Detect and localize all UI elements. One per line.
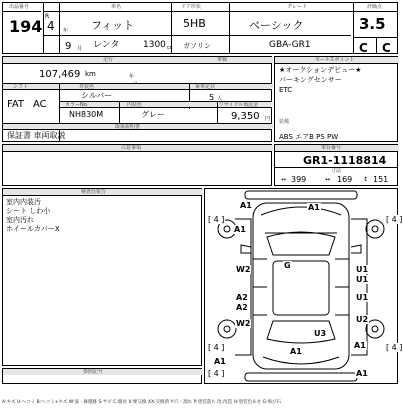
grade: ベーシック	[249, 19, 304, 32]
lot-number-label: 出品番号	[9, 4, 30, 10]
recycle-unit: 円	[265, 116, 271, 122]
color-number: NH830M	[69, 110, 104, 119]
notes-section	[2, 144, 272, 186]
damage-mark: A1	[308, 203, 320, 212]
overall-score: 3.5	[359, 15, 386, 33]
displacement: 1300	[143, 40, 166, 50]
size-label: 寸法	[331, 168, 342, 174]
capacity-unit: 人	[217, 96, 223, 102]
docs-label: 取扱説明書	[115, 124, 141, 130]
air-conditioning: AC	[33, 99, 47, 110]
wheel-bracket-mark: [ 4 ]	[386, 343, 403, 352]
legend-codes: A:キズ U:ヘコミ B:ヘコミ+キズ W:波・修理跡 S:サビ C:腐食 X:要交換 XX:交換済 Y:穴・割れ P:塗装落ち 改:改造 H:塗装色あせ G:飛び石	[2, 400, 282, 405]
interior-color: グレー	[141, 110, 165, 119]
lot-number: 194	[9, 17, 43, 36]
exterior-color: シルバー	[81, 91, 113, 100]
chassis-label: 車台番号	[321, 145, 342, 151]
inspector-report-label: 検査員報告	[81, 189, 107, 195]
legend-text	[2, 388, 398, 405]
grade-label: グレード	[287, 4, 308, 10]
documents: 保証書 車両取説	[7, 131, 66, 140]
legend-section	[2, 368, 202, 384]
wheel-bracket-mark: [ 4 ]	[208, 343, 225, 352]
door-type: 5HB	[183, 17, 206, 30]
inspector-note: 室内汚れ	[6, 216, 34, 224]
car-name-label: 車名	[111, 4, 122, 10]
interior-color-label: 内装色	[127, 102, 143, 108]
damage-mark: U1	[356, 275, 369, 284]
chassis-section	[274, 144, 398, 186]
wheel-bracket-mark: [ 4 ]	[208, 215, 225, 224]
model-month: 9	[65, 41, 72, 52]
capacity-label: 乗車定員	[195, 84, 216, 90]
inspection-year-unit: 年	[129, 74, 135, 80]
recycle-label: リサイクル預託金	[219, 102, 259, 108]
car-name: フィット	[91, 19, 135, 32]
damage-mark: A2	[236, 293, 248, 302]
mileage-label: 走行	[103, 57, 114, 63]
color-no-label: カラーNo.	[65, 102, 89, 108]
damage-mark: W2	[236, 265, 251, 274]
notes-label: 注意事項	[121, 145, 142, 151]
fuel-type: ガソリン	[183, 42, 211, 50]
damage-mark: A1	[214, 357, 226, 366]
damage-mark: A2	[236, 303, 248, 312]
inspector-note: ホイールカバーX	[6, 225, 60, 233]
width-value: 169	[337, 175, 353, 184]
recycle-fee: 9,350	[231, 111, 260, 122]
sales-point: ETC	[279, 86, 293, 94]
wheel-bracket-mark: [ 4 ]	[208, 369, 225, 378]
legend-label: 参照記号	[83, 369, 104, 375]
damage-mark: A1	[234, 225, 246, 234]
chassis-number: GR1-1118814	[303, 154, 387, 167]
damage-mark: W2	[236, 319, 251, 328]
interior-score: C	[359, 41, 368, 55]
height-marker: ↕	[363, 176, 369, 183]
era-letter: R	[45, 13, 50, 20]
equipment-list: ABS エアB PS PW	[279, 133, 339, 141]
damage-mark: A1	[240, 201, 252, 210]
door-type-label: ドア形状	[181, 4, 201, 10]
damage-mark: A1	[354, 341, 366, 350]
inspector-note: シート しわ小	[6, 207, 51, 215]
damage-mark: A1	[290, 347, 302, 356]
model-code: GBA-GR1	[269, 40, 311, 50]
width-marker: ↔	[325, 176, 331, 183]
mileage-unit: km	[85, 70, 96, 78]
month-unit: 月	[77, 46, 83, 52]
damage-mark: G	[284, 261, 291, 270]
displacement-unit: cc	[167, 45, 173, 51]
inspector-report-section	[2, 188, 202, 366]
color-label: 外装色	[79, 84, 95, 90]
model-year: 4	[47, 19, 55, 33]
shift-type: FAT	[7, 99, 25, 110]
sales-point: パーキングセンサー	[279, 76, 342, 84]
height-value: 151	[373, 175, 389, 184]
exterior-score: C	[382, 41, 391, 55]
damage-mark: A1	[356, 369, 368, 378]
sales-points-label: セールスポイント	[315, 57, 355, 63]
damage-mark: U2	[356, 315, 369, 324]
equipment-label: 装備	[279, 119, 290, 125]
damage-mark: U3	[314, 329, 327, 338]
usage: レンタ	[93, 40, 120, 50]
sales-points-section	[274, 56, 398, 142]
wheel-bracket-mark: [ 4 ]	[386, 215, 403, 224]
length-marker: ↔	[281, 176, 287, 183]
shift-label: シフト	[13, 84, 29, 90]
inspector-note: 室内内装汚	[6, 198, 41, 206]
inspection-label: 車検	[217, 57, 228, 63]
score-label: 評価点	[367, 4, 383, 10]
capacity-value: 5	[209, 93, 215, 102]
car-damage-diagram	[204, 188, 403, 384]
damage-mark: U1	[356, 293, 369, 302]
year-unit: 年	[63, 28, 69, 34]
header-section	[2, 2, 398, 54]
damage-mark: U1	[356, 265, 369, 274]
length-value: 399	[291, 175, 307, 184]
mileage-value: 107,469	[39, 69, 81, 80]
specs-section	[2, 56, 272, 142]
sales-point: ★オークションデビュー★	[279, 66, 362, 74]
